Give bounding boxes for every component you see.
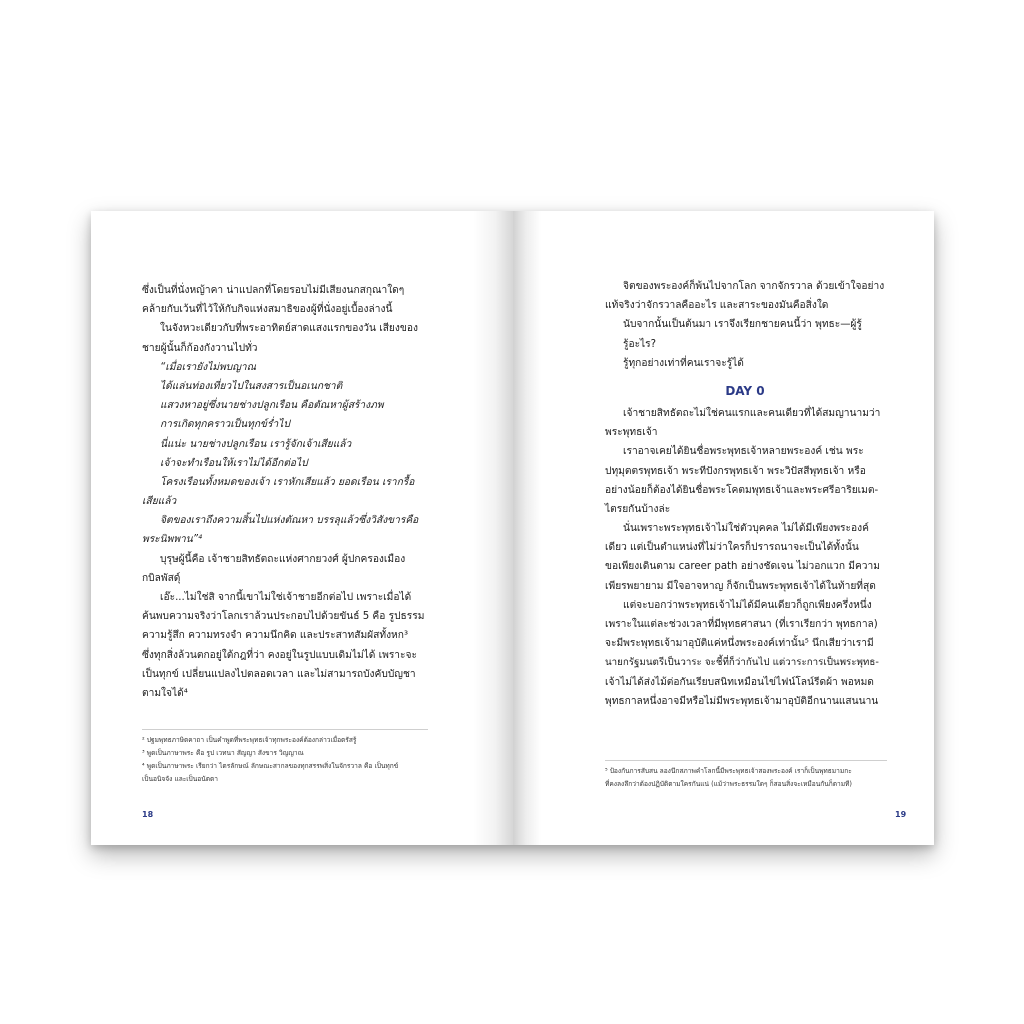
body-line: ความรู้สึก ความทรงจำ ความนึกคิด และประสาทสัมผัสทั้งหก³ [142,630,409,642]
body-line: ชายผู้นั้นก็ก้องกังวานไปทั่ว [142,342,258,354]
body-line: เพราะในแต่ละช่วงเวลาที่มีพุทธศาสนา (ที่เราเรียกว่า พุทธกาล) [605,619,878,630]
left-page [91,211,513,845]
verse-line: เสียแล้ว [142,496,177,508]
left-page-gutter-shadow [473,211,513,845]
body-line: อย่างน้อยก็ต้องได้ยินชื่อพระโคตมพุทธเจ้าและพระศรีอาริยเมต- [605,484,879,496]
footnote: ³ พูดเป็นภาษาพระ คือ รูป เวทนา สัญญา สังขาร วิญญาณ [142,749,304,757]
body-line: จิตของพระองค์ก็พ้นไปจากโลก จากจักรวาล ด้วยเข้าใจอย่าง [623,281,885,292]
body-line: เจ้าไม่ได้ส่งไม้ต่อกันเรียบสนิทเหมือนไข่ไฟน์โลน์รีดผ้า พอหมด [605,676,874,688]
footnote: ⁵ ป้องกันการสับสน ลองนึกสภาพคำโลกนี้มีพระพุทธเจ้าสองพระองค์ เราก็เป็นพุทธมามกะ [605,767,852,775]
body-line: รู้อะไร? [623,338,657,350]
verse-line: นี่แน่ะ นายช่างปลูกเรือน เรารู้จักเจ้าเสียแล้ว [160,438,352,450]
verse-line: การเกิดทุกคราวเป็นทุกข์ร่ำไป [160,419,290,431]
body-line: พุทธกาลหนึ่งอาจมีหรือไม่มีพระพุทธเจ้ามาอุบัติอีกนานแสนนาน [605,695,879,707]
left-page-footnotes [142,729,428,786]
left-page-body [142,281,432,703]
body-line: จะมีพระพุทธเจ้ามาอุบัติแค่หนึ่งพระองค์เท่านั้น⁵ นึกเสียว่าเรามี [605,638,874,650]
footnote: ² ปฐมพุทธภาษิตคาถา เป็นคำพูดที่พระพุทธเจ้าทุกพระองค์ต้องกล่าวเมื่อตรัสรู้ [142,736,357,744]
body-line: บุรุษผู้นี้คือ เจ้าชายสิทธัตถะแห่งศากยวงศ์ ผู้ปกครองเมือง [160,553,406,565]
page-number-left: 18 [142,810,154,819]
body-line: คล้ายกับเว้นที่ไว้ให้กับกิจแห่งสมาธิของผู้ที่นั่งอยู่เบื้องล่างนี้ [142,304,393,316]
body-line: รู้ทุกอย่างเท่าที่คนเราจะรู้ได้ [623,357,744,369]
body-line: ไตรยกันบ้างล่ะ [605,503,671,515]
body-line: แท้จริงว่าจักรวาลคืออะไร และสาระของมันคือสิ่งใด [605,300,829,312]
body-line: ซึ่งทุกสิ่งล้วนตกอยู่ใต้กฎที่ว่า คงอยู่ในรูปแบบเดิมไม่ได้ เพราะจะ [142,649,417,661]
verse-line: แสวงหาอยู่ซึ่งนายช่างปลูกเรือน คือตัณหาผู้สร้างภพ [160,400,384,412]
body-line: กบิลพัสดุ์ [142,572,181,584]
right-page-body [605,277,885,711]
right-page-footnotes [605,760,887,791]
body-line: นั่นเพราะพระพุทธเจ้าไม่ใช่ตัวบุคคล ไม่ได้มีเพียงพระองค์ [623,523,869,535]
body-line: แต่จะบอกว่าพระพุทธเจ้าไม่ได้มีคนเดียวก็ถูกเพียงครึ่งหนึ่ง [623,599,872,611]
body-line: เราอาจเคยได้ยินชื่อพระพุทธเจ้าหลายพระองค์ เช่น พระ [623,446,864,458]
body-line: ขอเพียงเดินตาม career path อย่างชัดเจน ไม่วอกแวก มีความ [605,561,880,573]
footnote: ⁴ พูดเป็นภาษาพระ เรียกว่า ไตรลักษณ์ ลักษณะสากลของทุกสรรพสิ่งในจักรวาล คือ เป็นทุกข์ [142,762,399,770]
right-page-gutter-shadow [513,211,541,845]
body-line: ปทุมุตตรพุทธเจ้า พระทีปังกรพุทธเจ้า พระวิปัสสีพุทธเจ้า หรือ [605,465,866,477]
section-heading: DAY 0 [725,383,765,398]
body-line: เพียรพยายาม มีใจอาจหาญ ก็จักเป็นพระพุทธเจ้าได้ในท้ายที่สุด [605,580,876,592]
body-line: ซึ่งเป็นที่นั่งหญ้าคา น่าแปลกที่โดยรอบไม่มีเสียงนกสกุณาใดๆ [142,285,405,296]
verse-line: จิตของเราถึงความสิ้นไปแห่งตัณหา บรรลุแล้วซึ่งวิสังขารคือ [160,515,419,527]
book-spread [91,211,934,845]
body-line: นับจากนั้นเป็นต้นมา เราจึงเรียกชายคนนี้ว่า พุทธะ—ผู้รู้ [623,319,862,331]
verse-line: “เมื่อเรายังไม่พบญาณ [160,361,257,373]
footnote: ที่คงลงลึกว่าต้องปฏิบัติตามใครกันแน่ (แม้ว่าพระธรรมใดๆ ก็สอนสิ่งจะเหมือนกันก็ตามที) [605,780,852,788]
body-line: พระพุทธเจ้า [605,427,658,439]
page-number-right: 19 [895,810,907,819]
right-page [513,211,934,845]
body-line: เดียว แต่เป็นตำแหน่งที่ไม่ว่าใครก็ปรารถนาจะเป็นได้ทั้งนั้น [605,542,859,554]
body-line: นายกรัฐมนตรีเป็นวาระ จะชี้ที่ก็ว่ากันไป แต่วาระการเป็นพระพุทธ- [605,657,879,669]
body-line: ตามใจได้⁴ [142,687,188,699]
footnote: เป็นอนิจจัง และเป็นอนัตตา [142,775,218,783]
verse-line: โครงเรือนทั้งหมดของเจ้า เราหักเสียแล้ว ยอดเรือน เรากรื้อ [160,476,415,488]
body-line: เป็นทุกข์ เปลี่ยนแปลงไปตลอดเวลา และไม่สามารถบังคับบัญชา [142,668,416,680]
body-line: ค้นพบความจริงว่าโลกเราล้วนประกอบไปด้วยขันธ์ 5 คือ รูปธรรม [142,611,425,623]
body-line: ในจังหวะเดียวกับที่พระอาทิตย์สาดแสงแรกของวัน เสียงของ [160,323,418,335]
body-line: เจ้าชายสิทธัตถะไม่ใช่คนแรกและคนเดียวที่ได้สมญานามว่า [623,407,881,419]
body-line: เอ๊ะ...ไม่ใช่สิ จากนี้เขาไม่ใช่เจ้าชายอีกต่อไป เพราะเมื่อได้ [160,592,412,603]
verse-line: ได้แล่นท่องเที่ยวไปในสงสารเป็นอเนกชาติ [160,380,343,392]
verse-line: เจ้าจะทำเรือนให้เราไม่ได้อีกต่อไป [160,457,308,469]
verse-line: พระนิพพาน”⁴ [142,534,203,546]
